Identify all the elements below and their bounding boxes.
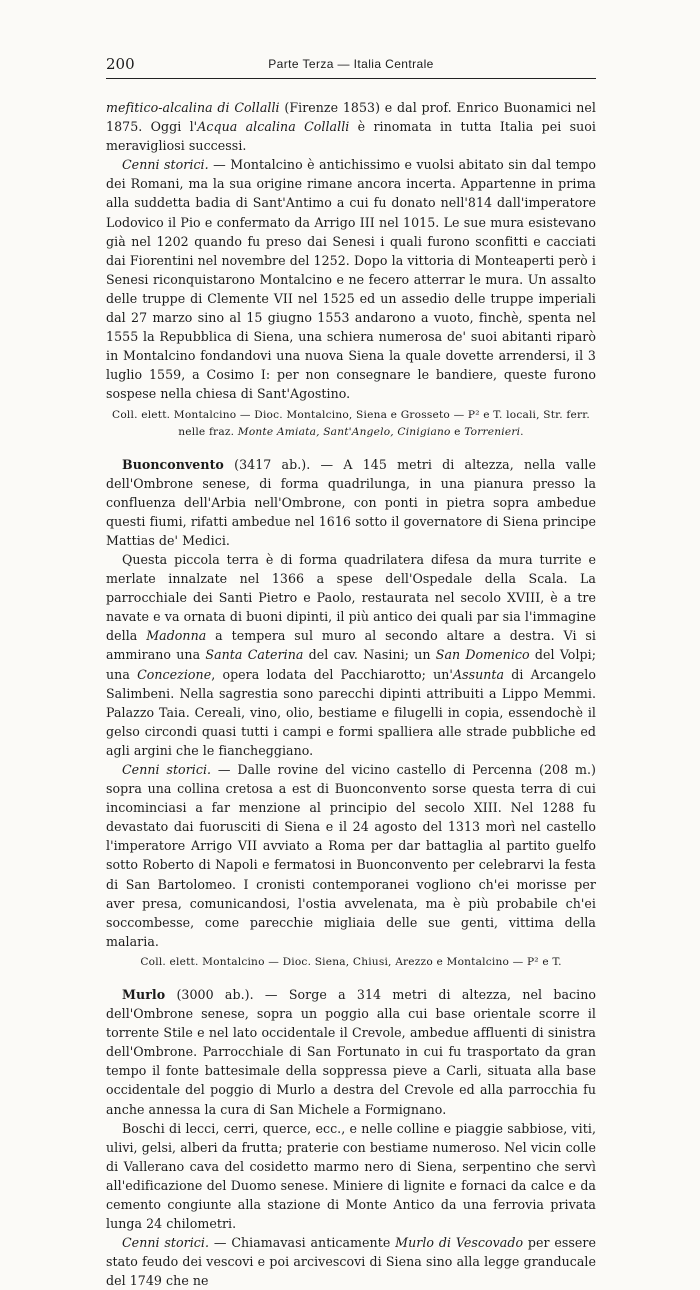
paragraph-text: è rinomata in tutta Italia pei suoi meravigliosi successi.	[106, 119, 596, 154]
note-italic: Torrenieri	[464, 425, 521, 438]
artwork-title: Concezione	[137, 666, 212, 682]
italic-text: Murlo di Vescovado	[395, 1235, 524, 1251]
page-body	[106, 98, 596, 1290]
artwork-title: San Domenico	[435, 647, 530, 663]
buonconvento-history-paragraph	[106, 760, 596, 951]
paragraph-text: del Volpi; una	[106, 647, 596, 682]
note-text: e	[450, 425, 465, 438]
paragraph-text: a tempera sul muro al secondo altare a destra. Vi si ammirano una	[106, 628, 596, 663]
section-label: Cenni storici.	[122, 762, 212, 777]
artwork-title: Madonna	[146, 628, 207, 644]
paragraph-text: Questa piccola terra è di forma quadrilatera difesa da mura turrite e merlate innalzate nel 1366 a spese dell'Ospedale della Scala. La parrocchiale dei Santi Pietro e Paolo, restaurata nel secolo XVIII, è a tre navate e va ornata di buoni dipinti, il più antico dei quali par sia l'immagine della	[106, 551, 596, 644]
paragraph-text: — Chiamavasi anticamente	[209, 1235, 396, 1251]
montalcino-history-paragraph	[106, 155, 596, 403]
section-label: Cenni storici.	[122, 157, 209, 173]
paragraph-text: — Montalcino è antichissimo e vuolsi abitato sin dal tempo dei Romani, ma la sua origine rimane ancora incerta. Appartenne in prima alla suddetta badia di Sant'Antimo a cui fu donato nell'814 dall'imperatore Lodovico il Pio e confermato da Arrigo III nel 1015. Le sue mura esistevano già nel 1202 quando fu preso dai Senesi i quali furono sconfitti e cacciati dai Fiorentini nel novembre del 1252. Dopo la vittoria di Monteaperti però i Senesi riconquistarono Montalcino e ne fecero atterrar le mura. Un assalto delle truppe di Clemente VII nel 1525 ed un assedio delle truppe imperiali dal 27 marzo sino al 15 giugno 1553 andarono a vuoto, finchè, spenta nel 1555 la Repubblica di Siena, una schiera numerosa de' suoi abitanti riparò in Montalcino fondandovi una nuova Siena la quale dovette arrendersi, il 3 luglio 1559, a Cosimo I: per non consegnare le bandiere, queste furono sospese nella chiesa di Sant'Agostino.	[106, 157, 596, 402]
murlo-resources-paragraph: Boschi di lecci, cerri, querce, ecc., e nelle colline e piaggie sabbiose, viti, ulivi, gelsi, alberi da frutta; praterie con bestiame numeroso. Nel vicin colle di Vallerano cava del cosidetto marmo nero di Siena, serpentino che servì all'edificazione del Duomo senese. Miniere di lignite e fornaci da calce e da cemento congiunte alla stazione di Monte Antico da una ferrovia privata lunga 24 chilometri.	[106, 1120, 596, 1232]
montalcino-admin-note	[106, 407, 596, 441]
section-label: Cenni storici.	[122, 1235, 210, 1251]
place-name: Buonconvento	[122, 456, 224, 472]
note-italic: Monte Amiata, Sant'Angelo, Cinigiano	[237, 425, 451, 438]
note-line	[106, 424, 596, 441]
paragraph-text: (3417 ab.). — A 145 metri di altezza, nella valle dell'Ombrone senese, di forma quadrilunga, in una pianura presso la confluenza dell'Arbia nell'Ombrone, con ponti in pietra sopra ambedue questi fiumi, rifatti ambedue nel 1616 sotto il governatore di Siena principe Mattias de' Medici.	[106, 456, 596, 548]
paragraph-text: del cav. Nasini; un	[303, 647, 436, 663]
italic-text: Acqua alcalina Collalli	[197, 119, 350, 135]
buonconvento-admin-note: Coll. elett. Montalcino — Dioc. Siena, Chiusi, Arezzo e Montalcino — P² e T.	[140, 955, 562, 968]
page-number: 200	[106, 55, 135, 73]
paragraph-text: — Dalle rovine del vicino castello di Percenna (208 m.) sopra una collina cretosa a est di Buonconvento sorse questa terra di cui incominciasi a far menzione al principio del secolo XIII. Nel 1288 fu devastato dai fuorusciti di Siena e il 24 agosto del 1313 morì nel castello l'imperatore Arrigo VII avviato a Roma per dar battaglia al partito guelfo sotto Roberto di Napoli e fermatosi in Buonconvento per celebrarvi la festa di San Bartolomeo. I cronisti contemporanei vogliono ch'ei morisse per aver presa, comunicandosi, l'ostia avvelenata, ma è più probabile ch'ei soccombesse, come parecchie migliaia delle sue genti, vittima della malaria.	[106, 762, 597, 949]
note-text: .	[520, 425, 524, 438]
note-line: Coll. elett. Montalcino — Dioc. Montalcino, Siena e Grosseto — P² e T. locali, Str. ferr.	[112, 408, 590, 421]
paragraph-text: per essere stato feudo dei vescovi e poi arcivescovi di Siena sino alla legge granducale del 1749 che ne	[106, 1235, 597, 1289]
buonconvento-intro-paragraph	[106, 455, 596, 550]
note-text: nelle fraz.	[178, 425, 238, 438]
paragraph-text: (3000 ab.). — Sorge a 314 metri di altezza, nel bacino dell'Ombrone senese, sopra un poggio alla cui base orientale scorre il torrente Stile e nel lato occidentale il Crevole, ambedue affluenti di sinistra dell'Ombrone. Parrocchiale di San Fortunato in cui fu trasportato da gran tempo il fonte battesimale della soppressa pieve a Carli, situata alla base occidentale del poggio di Murlo a destra del Crevole ed alla parrocchia fu anche annessa la cura di San Michele a Formignano.	[106, 986, 596, 1117]
italic-text: mefitico-alcalina di Collalli	[106, 100, 280, 115]
buonconvento-description-paragraph	[106, 550, 596, 760]
running-title: Parte Terza — Italia Centrale	[268, 57, 434, 71]
montalcino-springs-paragraph	[106, 98, 596, 155]
paragraph-text: , opera lodata del Pacchiarotto; un'	[211, 666, 453, 682]
murlo-intro-paragraph	[106, 985, 596, 1119]
artwork-title: Santa Caterina	[205, 647, 304, 663]
paragraph-text: (Firenze 1853) e dal prof. Enrico Buonamici nel 1875. Oggi l'	[106, 100, 596, 135]
murlo-history-paragraph	[106, 1233, 596, 1290]
artwork-title: Assunta	[452, 666, 505, 682]
place-name: Murlo	[122, 986, 166, 1002]
page-header	[106, 52, 596, 79]
paragraph-text: di Arcangelo Salimbeni. Nella sagrestia sono parecchi dipinti attribuiti a Lippo Memmi. Palazzo Taia. Cereali, vino, olio, bestiame e filugelli in copia, essendochè il gelso circondi quasi tutti i campi e formi spalliera alle strade pubbliche ed agli argini che le fiancheggiano.	[106, 666, 596, 758]
